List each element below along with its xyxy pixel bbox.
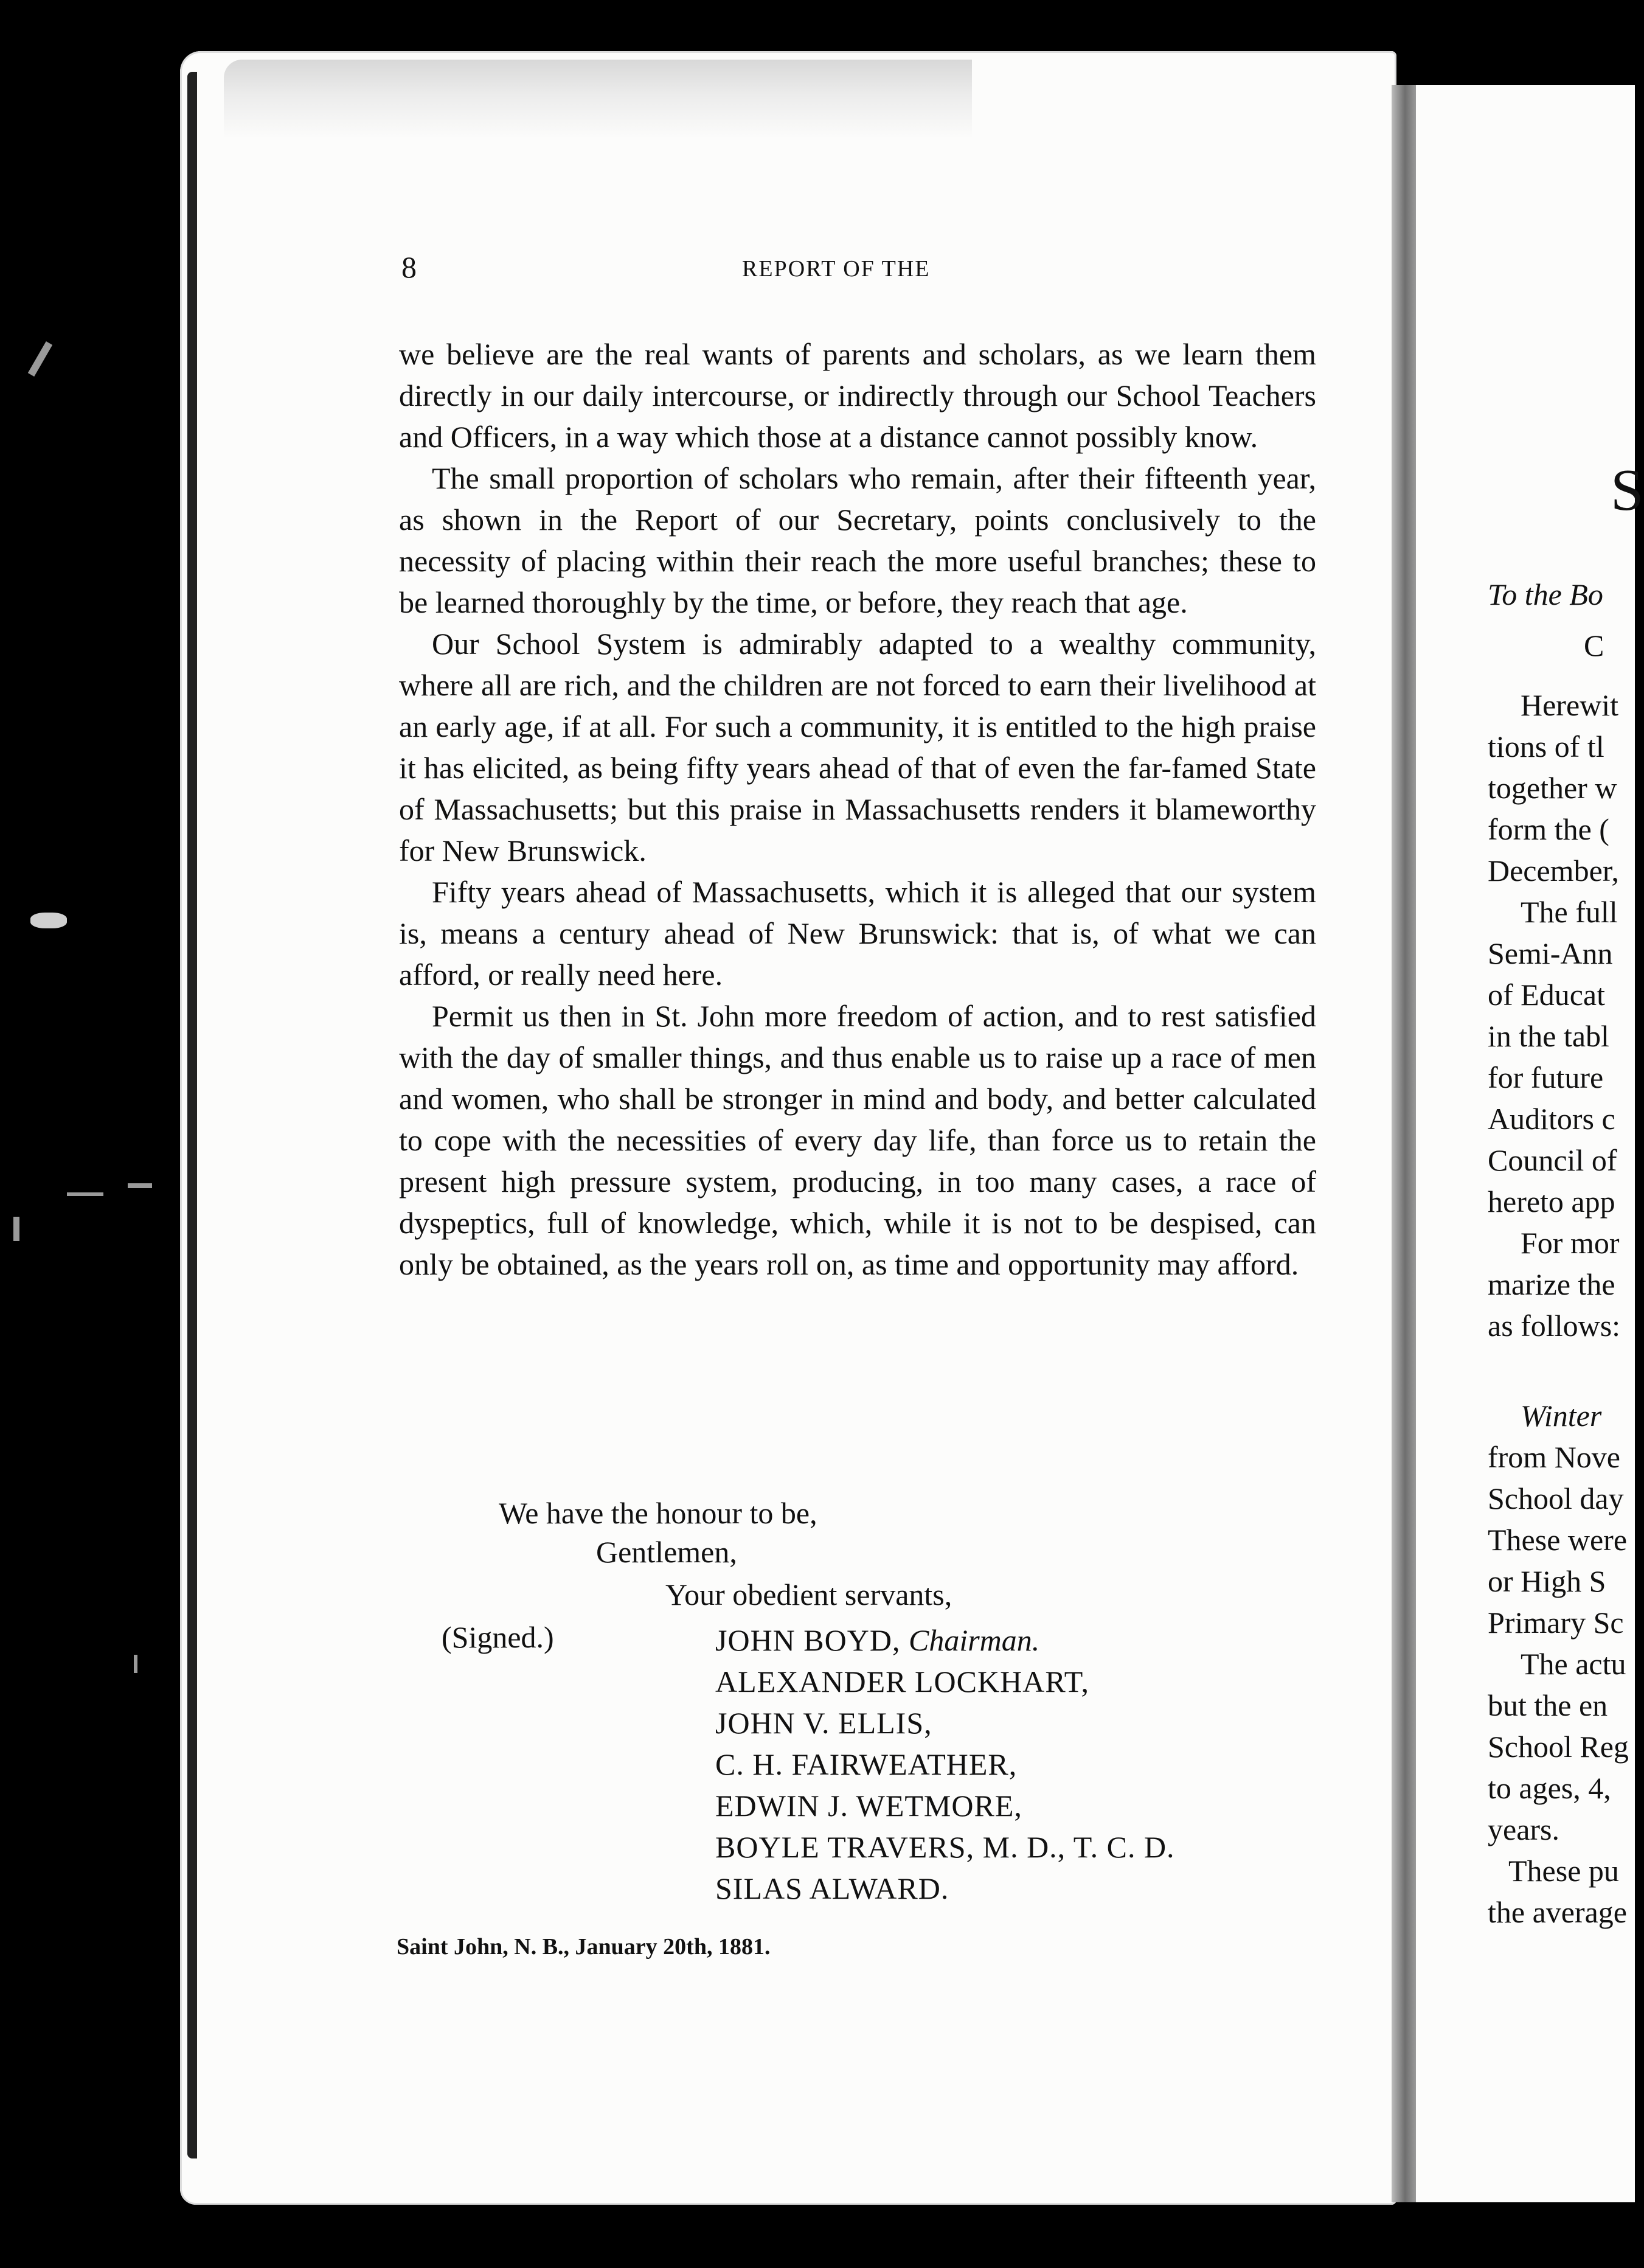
page-header bbox=[0, 249, 1635, 298]
signatory: BOYLE TRAVERS, M. D., T. C. D. bbox=[715, 1830, 1175, 1864]
signatory: SILAS ALWARD. bbox=[715, 1871, 949, 1905]
right-page-line: Semi-Ann bbox=[1488, 936, 1613, 970]
dateline: Saint John, N. B., January 20th, 1881. bbox=[397, 1934, 771, 1960]
paragraph: we believe are the real wants of parents and scholars, as we learn them directly in our daily intercourse, or indirectly through our School Teachers and Officers, in a way which those at a distance cannot possibly know. bbox=[399, 337, 1316, 454]
right-page-line: years. bbox=[1488, 1812, 1559, 1846]
running-head: REPORT OF THE bbox=[742, 256, 931, 282]
valediction: Your obedient servants, bbox=[665, 1578, 952, 1612]
right-page-line: Council of bbox=[1488, 1143, 1617, 1177]
paragraph: Our School System is admirably adapted to a wealthy community, where all are rich, and the children are not forced to earn their livelihood at an early age, if at all. For such a community, it is entitled to the high praise it has elicited, as being fifty years ahead of that of even the far-famed State of Massachusetts; but this praise in Massachusetts renders it blameworthy for New Brunswick. bbox=[399, 627, 1316, 868]
signatory: C. H. FAIRWEATHER, bbox=[715, 1747, 1018, 1781]
right-page-line: in the tabl bbox=[1488, 1019, 1609, 1053]
right-page-line: These pu bbox=[1508, 1854, 1619, 1888]
right-page-line: The actu bbox=[1521, 1647, 1626, 1681]
page-wear-mark bbox=[224, 60, 972, 139]
signatory: ALEXANDER LOCKHART, bbox=[715, 1664, 1090, 1699]
right-page-line: for future bbox=[1488, 1060, 1604, 1094]
page-number: 8 bbox=[401, 250, 417, 284]
right-page-line: of Educat bbox=[1488, 978, 1605, 1012]
right-page-line: Auditors c bbox=[1488, 1102, 1615, 1136]
right-page-line: form the ( bbox=[1488, 812, 1609, 846]
closing-line: We have the honour to be, bbox=[499, 1496, 817, 1530]
signatory bbox=[715, 1619, 1175, 1661]
signatory: JOHN V. ELLIS, bbox=[715, 1706, 932, 1740]
signatory: EDWIN J. WETMORE, bbox=[715, 1789, 1022, 1823]
signatory-list bbox=[715, 1619, 1175, 1909]
right-page-line: but the en bbox=[1488, 1688, 1608, 1722]
right-page-line: These were bbox=[1488, 1523, 1628, 1557]
paragraph: Fifty years ahead of Massachusetts, which it is alleged that our system is, means a century ahead of New Brunswick: that is, of what we can afford, or really need here. bbox=[399, 875, 1316, 992]
signatory-role: Chairman. bbox=[908, 1623, 1040, 1657]
paragraph: The small proportion of scholars who remain, after their fifteenth year, as shown in the Report of our Secretary, points conclusively to the necessity of placing within their reach the more useful branches; these to be learned thoroughly by the time, or before, they reach that age. bbox=[399, 461, 1316, 619]
right-page-line: The full bbox=[1521, 895, 1618, 929]
book-spine bbox=[1392, 85, 1416, 2202]
right-page-line: C bbox=[1584, 628, 1604, 663]
right-page-line: hereto app bbox=[1488, 1184, 1615, 1219]
right-page-line: To the Bo bbox=[1488, 577, 1603, 611]
right-page-line: the average bbox=[1488, 1895, 1628, 1929]
right-page-line: December, bbox=[1488, 854, 1619, 888]
right-page-line: to ages, 4, bbox=[1488, 1771, 1611, 1805]
signatory-name: JOHN BOYD, bbox=[715, 1623, 901, 1657]
page-edge bbox=[187, 72, 197, 2158]
right-page-line: from Nove bbox=[1488, 1440, 1620, 1474]
signed-label: (Signed.) bbox=[442, 1620, 554, 1654]
paragraph: Permit us then in St. John more freedom of action, and to rest satisfied with the day of smaller things, and thus enable us to raise up a race of men and women, who shall be stronger in mind and body, and better calculated to cope with the necessities of every day life, than force us to retain the present high pressure system, producing, in too many cases, a race of dyspeptics, full of knowledge, which, while it is not to be despised, can only be obtained, as the years roll on, as time and opportunity may afford. bbox=[399, 999, 1316, 1281]
right-page-line: For mor bbox=[1521, 1226, 1620, 1260]
right-page-line: together w bbox=[1488, 771, 1617, 805]
right-page-line: School Reg bbox=[1488, 1730, 1629, 1764]
salutation: Gentlemen, bbox=[596, 1535, 737, 1569]
right-page-line: Herewit bbox=[1521, 688, 1619, 722]
right-page-line: Winter bbox=[1521, 1399, 1602, 1433]
right-page-line: tions of tl bbox=[1488, 729, 1604, 764]
right-page-title-fragment: S bbox=[1611, 457, 1644, 523]
right-page-line: Primary Sc bbox=[1488, 1605, 1624, 1640]
right-page-line: marize the bbox=[1488, 1267, 1615, 1301]
right-page-line: School day bbox=[1488, 1481, 1624, 1515]
right-page-line: or High S bbox=[1488, 1564, 1606, 1598]
right-page-line: as follows: bbox=[1488, 1309, 1621, 1343]
body-text bbox=[399, 333, 1316, 1285]
